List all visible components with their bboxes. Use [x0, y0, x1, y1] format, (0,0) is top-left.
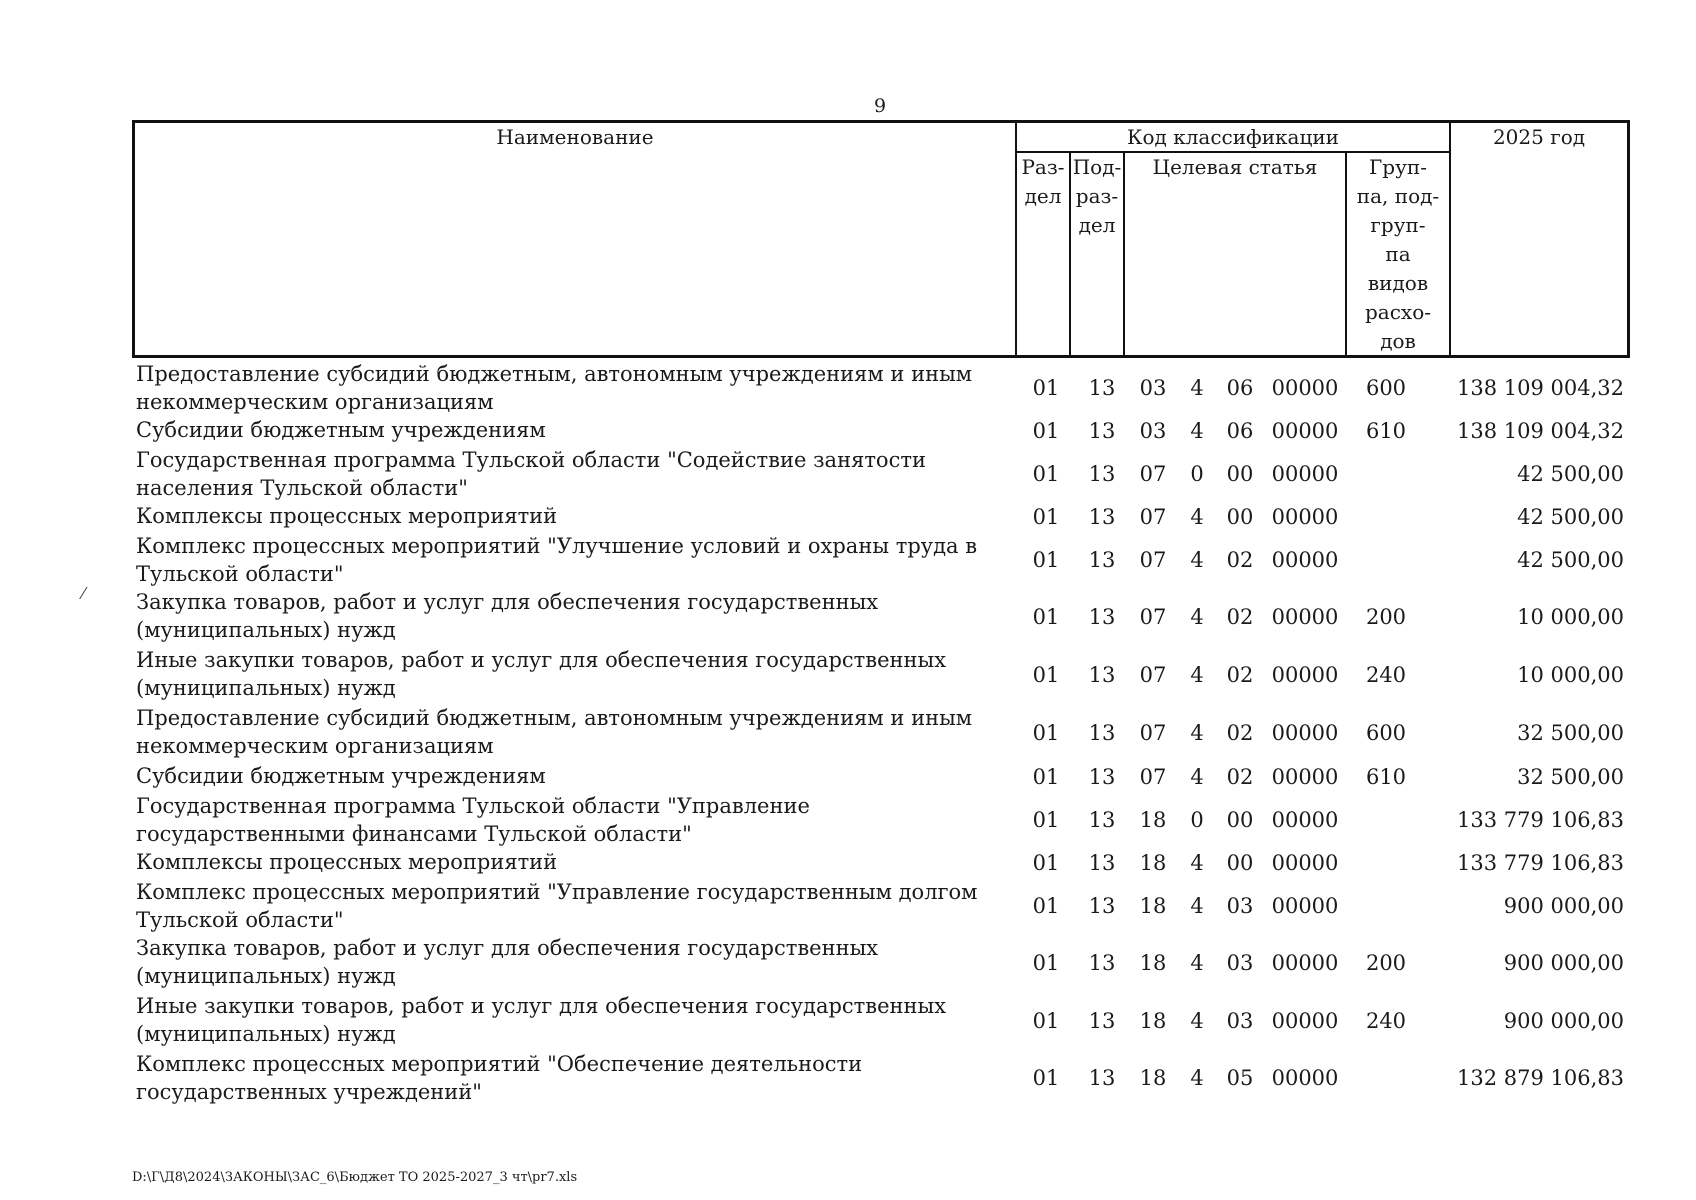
row-name: Комплексы процессных мероприятий — [136, 504, 558, 528]
row-podrazdel: 13 — [1088, 419, 1116, 443]
row-target-program: 07 — [1139, 765, 1167, 789]
row-target-program: 18 — [1139, 894, 1167, 918]
row-podrazdel: 13 — [1088, 765, 1116, 789]
row-name: Закупка товаров, работ и услуг для обеспечения государственных (муниципальных) нужд — [136, 936, 879, 988]
header-target: Целевая статья — [1152, 155, 1318, 179]
row-name: Предоставление субсидий бюджетным, автономным учреждениям и иным некоммерческим организациям — [136, 706, 973, 758]
row-amount: 133 779 106,83 — [1457, 808, 1624, 832]
row-amount: 10 000,00 — [1517, 605, 1624, 629]
row-target-direction: 00000 — [1271, 419, 1339, 443]
row-target-program: 18 — [1139, 1066, 1167, 1090]
row-target-complex: 03 — [1226, 951, 1254, 975]
header-podrazdel: Под- раз- дел — [1072, 155, 1122, 237]
row-target-program: 07 — [1139, 605, 1167, 629]
row-amount: 138 109 004,32 — [1457, 419, 1624, 443]
row-razdel: 01 — [1032, 462, 1060, 486]
table-row — [132, 532, 1632, 588]
row-name: Комплекс процессных мероприятий "Обеспечение деятельности государственных учреждений" — [136, 1052, 863, 1104]
row-podrazdel: 13 — [1088, 605, 1116, 629]
row-target-complex: 06 — [1226, 419, 1254, 443]
row-target-complex: 02 — [1226, 765, 1254, 789]
row-expense-group: 610 — [1365, 765, 1407, 789]
row-target-direction: 00000 — [1271, 505, 1339, 529]
row-name: Иные закупки товаров, работ и услуг для обеспечения государственных (муниципальных) нужд — [136, 648, 947, 700]
row-target-direction: 00000 — [1271, 548, 1339, 572]
row-amount: 10 000,00 — [1517, 663, 1624, 687]
row-podrazdel: 13 — [1088, 548, 1116, 572]
header-razdel: Раз- дел — [1021, 155, 1065, 208]
row-target-complex: 00 — [1226, 462, 1254, 486]
file-path: D:\Г\Д8\2024\ЗАКОНЫ\ЗАС_6\Бюджет ТО 2025-2027_3 чт\pr7.xls — [132, 1170, 578, 1185]
row-target-complex: 02 — [1226, 721, 1254, 745]
row-razdel: 01 — [1032, 505, 1060, 529]
row-target-type: 4 — [1190, 894, 1204, 918]
row-expense-group: 240 — [1365, 663, 1407, 687]
row-target-type: 4 — [1190, 505, 1204, 529]
row-target-complex: 02 — [1226, 548, 1254, 572]
row-razdel: 01 — [1032, 605, 1060, 629]
row-name: Субсидии бюджетным учреждениям — [136, 418, 546, 442]
row-target-program: 03 — [1139, 376, 1167, 400]
row-target-program: 07 — [1139, 462, 1167, 486]
table-row — [132, 848, 1632, 878]
row-razdel: 01 — [1032, 951, 1060, 975]
table-row — [132, 502, 1632, 532]
row-amount: 42 500,00 — [1517, 462, 1624, 486]
row-target-complex: 06 — [1226, 376, 1254, 400]
row-razdel: 01 — [1032, 663, 1060, 687]
header-group: Груп- па, под- груп- па видов расхо- дов — [1356, 155, 1440, 353]
row-target-direction: 00000 — [1271, 721, 1339, 745]
row-podrazdel: 13 — [1088, 663, 1116, 687]
row-razdel: 01 — [1032, 851, 1060, 875]
row-expense-group: 240 — [1365, 1009, 1407, 1033]
row-target-direction: 00000 — [1271, 1009, 1339, 1033]
row-podrazdel: 13 — [1088, 1009, 1116, 1033]
header-name: Наименование — [496, 125, 654, 149]
table-row — [132, 646, 1632, 704]
row-target-type: 4 — [1190, 951, 1204, 975]
row-target-complex: 03 — [1226, 1009, 1254, 1033]
row-target-direction: 00000 — [1271, 462, 1339, 486]
row-expense-group: 200 — [1365, 951, 1407, 975]
row-target-program: 07 — [1139, 721, 1167, 745]
row-target-direction: 00000 — [1271, 894, 1339, 918]
row-target-program: 07 — [1139, 663, 1167, 687]
row-amount: 42 500,00 — [1517, 548, 1624, 572]
row-podrazdel: 13 — [1088, 1066, 1116, 1090]
row-razdel: 01 — [1032, 765, 1060, 789]
row-target-direction: 00000 — [1271, 765, 1339, 789]
row-amount: 900 000,00 — [1503, 1009, 1624, 1033]
row-razdel: 01 — [1032, 548, 1060, 572]
row-razdel: 01 — [1032, 1066, 1060, 1090]
table-row — [132, 934, 1632, 992]
table-body — [132, 360, 1632, 1106]
row-podrazdel: 13 — [1088, 951, 1116, 975]
row-target-direction: 00000 — [1271, 808, 1339, 832]
table-row — [132, 704, 1632, 762]
row-target-type: 4 — [1190, 721, 1204, 745]
table-row — [132, 588, 1632, 646]
row-expense-group: 600 — [1365, 721, 1407, 745]
row-razdel: 01 — [1032, 894, 1060, 918]
row-podrazdel: 13 — [1088, 462, 1116, 486]
row-podrazdel: 13 — [1088, 808, 1116, 832]
row-target-complex: 03 — [1226, 894, 1254, 918]
row-target-type: 0 — [1190, 462, 1204, 486]
row-target-direction: 00000 — [1271, 605, 1339, 629]
row-expense-group: 600 — [1365, 376, 1407, 400]
row-amount: 133 779 106,83 — [1457, 851, 1624, 875]
row-name: Иные закупки товаров, работ и услуг для обеспечения государственных (муниципальных) нужд — [136, 994, 947, 1046]
row-amount: 900 000,00 — [1503, 951, 1624, 975]
table-row — [132, 1050, 1632, 1106]
table-row — [132, 992, 1632, 1050]
row-name: Предоставление субсидий бюджетным, автономным учреждениям и иным некоммерческим организациям — [136, 362, 973, 414]
row-target-complex: 05 — [1226, 1066, 1254, 1090]
row-target-program: 18 — [1139, 1009, 1167, 1033]
row-target-type: 4 — [1190, 376, 1204, 400]
row-target-type: 4 — [1190, 1009, 1204, 1033]
row-razdel: 01 — [1032, 721, 1060, 745]
table-header — [132, 120, 1630, 358]
row-target-complex: 00 — [1226, 851, 1254, 875]
row-target-program: 18 — [1139, 851, 1167, 875]
row-target-type: 4 — [1190, 1066, 1204, 1090]
page-number: 9 — [873, 95, 887, 117]
table-row — [132, 878, 1632, 934]
row-target-direction: 00000 — [1271, 663, 1339, 687]
row-expense-group: 610 — [1365, 419, 1407, 443]
row-amount: 32 500,00 — [1517, 765, 1624, 789]
row-name: Комплексы процессных мероприятий — [136, 850, 558, 874]
row-target-complex: 00 — [1226, 808, 1254, 832]
table-row — [132, 360, 1632, 416]
row-amount: 138 109 004,32 — [1457, 376, 1624, 400]
table-row — [132, 446, 1632, 502]
row-razdel: 01 — [1032, 376, 1060, 400]
row-name: Субсидии бюджетным учреждениям — [136, 764, 546, 788]
row-razdel: 01 — [1032, 419, 1060, 443]
row-target-direction: 00000 — [1271, 1066, 1339, 1090]
header-code-group: Код классификации — [1127, 125, 1339, 149]
margin-mark: ⁄ — [82, 584, 85, 603]
row-name: Закупка товаров, работ и услуг для обеспечения государственных (муниципальных) нужд — [136, 590, 879, 642]
row-podrazdel: 13 — [1088, 505, 1116, 529]
row-podrazdel: 13 — [1088, 851, 1116, 875]
row-target-program: 03 — [1139, 419, 1167, 443]
table-row — [132, 792, 1632, 848]
row-name: Государственная программа Тульской области "Содействие занятости населения Тульской области" — [136, 448, 926, 500]
row-amount: 900 000,00 — [1503, 894, 1624, 918]
row-razdel: 01 — [1032, 1009, 1060, 1033]
row-target-direction: 00000 — [1271, 951, 1339, 975]
row-target-type: 4 — [1190, 605, 1204, 629]
row-target-type: 4 — [1190, 851, 1204, 875]
row-amount: 42 500,00 — [1517, 505, 1624, 529]
row-amount: 132 879 106,83 — [1457, 1066, 1624, 1090]
row-name: Государственная программа Тульской области "Управление государственными финансами Тульской области" — [136, 794, 810, 846]
row-amount: 32 500,00 — [1517, 721, 1624, 745]
row-razdel: 01 — [1032, 808, 1060, 832]
row-name: Комплекс процессных мероприятий "Управление государственным долгом Тульской области" — [136, 880, 978, 932]
row-name: Комплекс процессных мероприятий "Улучшение условий и охраны труда в Тульской области" — [136, 534, 978, 586]
header-year: 2025 год — [1492, 125, 1586, 149]
row-podrazdel: 13 — [1088, 894, 1116, 918]
row-target-complex: 00 — [1226, 505, 1254, 529]
row-target-type: 4 — [1190, 663, 1204, 687]
row-target-program: 18 — [1139, 808, 1167, 832]
row-expense-group: 200 — [1365, 605, 1407, 629]
row-podrazdel: 13 — [1088, 376, 1116, 400]
row-target-type: 4 — [1190, 419, 1204, 443]
row-target-type: 4 — [1190, 765, 1204, 789]
row-podrazdel: 13 — [1088, 721, 1116, 745]
table-row — [132, 762, 1632, 792]
row-target-complex: 02 — [1226, 605, 1254, 629]
row-target-program: 07 — [1139, 548, 1167, 572]
row-target-direction: 00000 — [1271, 376, 1339, 400]
row-target-program: 07 — [1139, 505, 1167, 529]
row-target-type: 4 — [1190, 548, 1204, 572]
row-target-type: 0 — [1190, 808, 1204, 832]
row-target-direction: 00000 — [1271, 851, 1339, 875]
row-target-complex: 02 — [1226, 663, 1254, 687]
row-target-program: 18 — [1139, 951, 1167, 975]
table-row — [132, 416, 1632, 446]
